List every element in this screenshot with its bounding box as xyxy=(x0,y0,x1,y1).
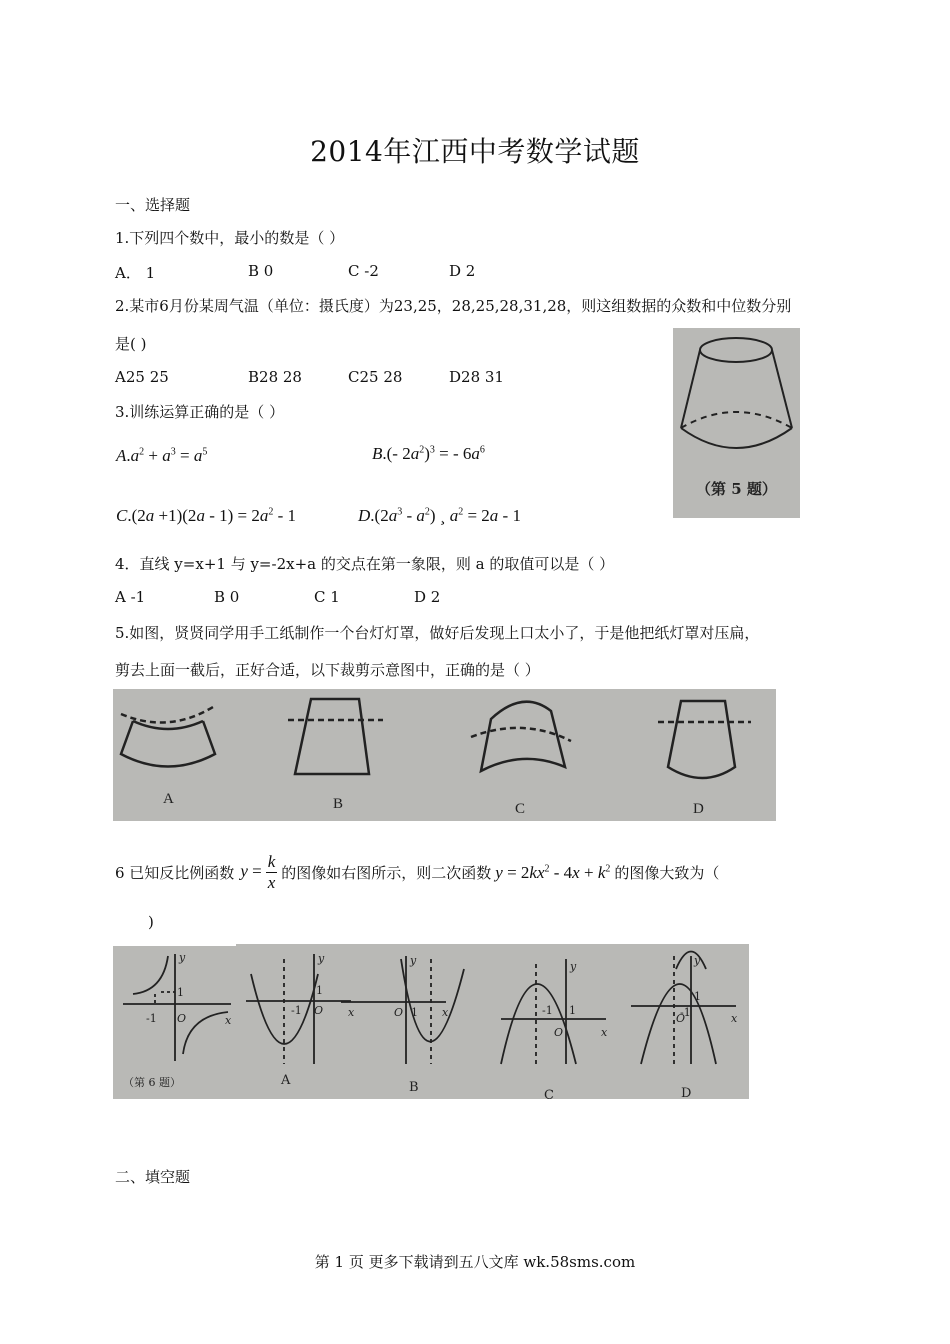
q6-options-figure xyxy=(236,944,749,1099)
svg-text:1: 1 xyxy=(316,984,323,997)
q2-option-d: D28 31 xyxy=(449,368,504,386)
q4-option-a: A -1 xyxy=(115,588,146,606)
svg-text:1: 1 xyxy=(569,1004,576,1017)
svg-text:O: O xyxy=(314,1004,324,1017)
q6-option-label-d: D xyxy=(681,1086,692,1099)
q5-stem-line1: 5.如图，贤贤同学用手工纸制作一个台灯灯罩，做好后发现上口太小了，于是他把纸灯罩对压扁， xyxy=(115,624,760,642)
q6-stem-line2: ) xyxy=(148,913,154,931)
q5-options-drawing xyxy=(113,689,776,821)
q2-stem-line1: 2.某市6月份某周气温（单位：摄氏度）为23,25，28,25,28,31,28，则这组数据的众数和中位数分别 xyxy=(115,297,792,315)
q6-option-label-b: B xyxy=(409,1080,419,1095)
q6-hyperbola-drawing xyxy=(113,946,236,1099)
q6-quadratic-function-formula: $y = 2kx^2 - 4x + k^2$ xyxy=(495,862,611,882)
svg-text:y: y xyxy=(694,954,701,967)
q1-stem: 1.下列四个数中，最小的数是（ ） xyxy=(115,229,345,247)
q6-stem-middle: 的图像如右图所示，则二次函数 xyxy=(281,864,492,882)
q6-stem-suffix: 的图像大致为（ xyxy=(614,864,720,882)
svg-text:-1: -1 xyxy=(291,1004,302,1017)
svg-text:x: x xyxy=(601,1026,608,1039)
svg-text:1: 1 xyxy=(177,986,184,999)
q6-option-label-a: A xyxy=(281,1073,291,1088)
svg-text:-1: -1 xyxy=(680,1006,691,1019)
svg-text:O: O xyxy=(394,1006,404,1019)
svg-text:O: O xyxy=(554,1026,564,1039)
q4-option-c: C 1 xyxy=(314,588,340,606)
q6-stem-prefix: 6 已知反比例函数 xyxy=(115,864,235,882)
svg-text:O: O xyxy=(676,1012,686,1025)
q6-reference-figure xyxy=(113,946,236,1099)
q1-option-b: B 0 xyxy=(248,262,274,280)
svg-text:-1: -1 xyxy=(146,1012,157,1025)
q6-parabola-options-drawing xyxy=(236,944,749,1099)
q6-stem-row xyxy=(115,852,719,893)
q1-option-c: C -2 xyxy=(348,262,379,280)
svg-text:x: x xyxy=(731,1012,738,1025)
q6-figure-caption: （第 6 题） xyxy=(123,1076,181,1089)
q4-option-d: D 2 xyxy=(414,588,441,606)
svg-text:x: x xyxy=(348,1006,355,1019)
q3-option-a-formula: $A.a^2 + a^3 = a^5$ xyxy=(116,446,208,465)
q1-option-a: A． 1 xyxy=(115,264,156,282)
svg-text:y: y xyxy=(179,951,186,964)
svg-text:y: y xyxy=(410,954,417,967)
q1-option-d: D 2 xyxy=(449,262,476,280)
page-title: 2014年江西中考数学试题 xyxy=(310,135,640,168)
q6-inverse-function-formula: y = $\frac{k}{x}$ xyxy=(240,852,276,892)
lamp-shade-figure xyxy=(673,328,800,518)
svg-text:1: 1 xyxy=(411,1006,418,1019)
q5-figure-caption: （第 5 题） xyxy=(696,480,777,498)
q2-option-a: A25 25 xyxy=(115,368,169,386)
svg-text:y: y xyxy=(570,960,577,973)
section-heading-fill-blank: 二、填空题 xyxy=(115,1168,191,1186)
q5-stem-line2: 剪去上面一截后，正好合适，以下裁剪示意图中，正确的是（ ） xyxy=(115,661,540,679)
q6-option-label-c: C xyxy=(544,1088,554,1099)
q5-option-label-b: B xyxy=(333,796,344,812)
svg-text:x: x xyxy=(225,1014,232,1027)
q5-option-label-a: A xyxy=(163,791,174,807)
q5-options-figure xyxy=(113,689,776,821)
q2-stem-line2: 是( ) xyxy=(115,335,147,353)
svg-text:1: 1 xyxy=(694,990,701,1003)
q3-option-b-formula: B.(- $2a^2)^3$ = - $6a^6$ xyxy=(372,444,485,463)
page-footer: 第 1 页 更多下载请到五八文库 wk.58sms.com xyxy=(314,1253,636,1271)
q2-option-c: C25 28 xyxy=(348,368,403,386)
svg-text:y: y xyxy=(318,952,325,965)
q2-option-b: B28 28 xyxy=(248,368,302,386)
q4-stem: 4．直线 y=x+1 与 y=-2x+a 的交点在第一象限，则 a 的取值可以是（ ） xyxy=(115,555,615,573)
q3-option-d-formula: $D.(2a^3 - a^2)$ ¸ $a^2 = 2a - 1$ xyxy=(358,506,521,525)
q3-option-c-formula: $C.(2a +1)(2a - 1) = 2a^2 - 1$ xyxy=(116,506,297,525)
svg-text:O: O xyxy=(177,1012,187,1025)
svg-text:x: x xyxy=(442,1006,449,1019)
q3-stem: 3.训练运算正确的是（ ） xyxy=(115,403,285,421)
q4-option-b: B 0 xyxy=(214,588,240,606)
q5-option-label-d: D xyxy=(693,801,704,817)
section-heading-choice: 一、选择题 xyxy=(115,196,191,214)
svg-text:-1: -1 xyxy=(542,1004,553,1017)
q5-option-label-c: C xyxy=(515,801,526,817)
